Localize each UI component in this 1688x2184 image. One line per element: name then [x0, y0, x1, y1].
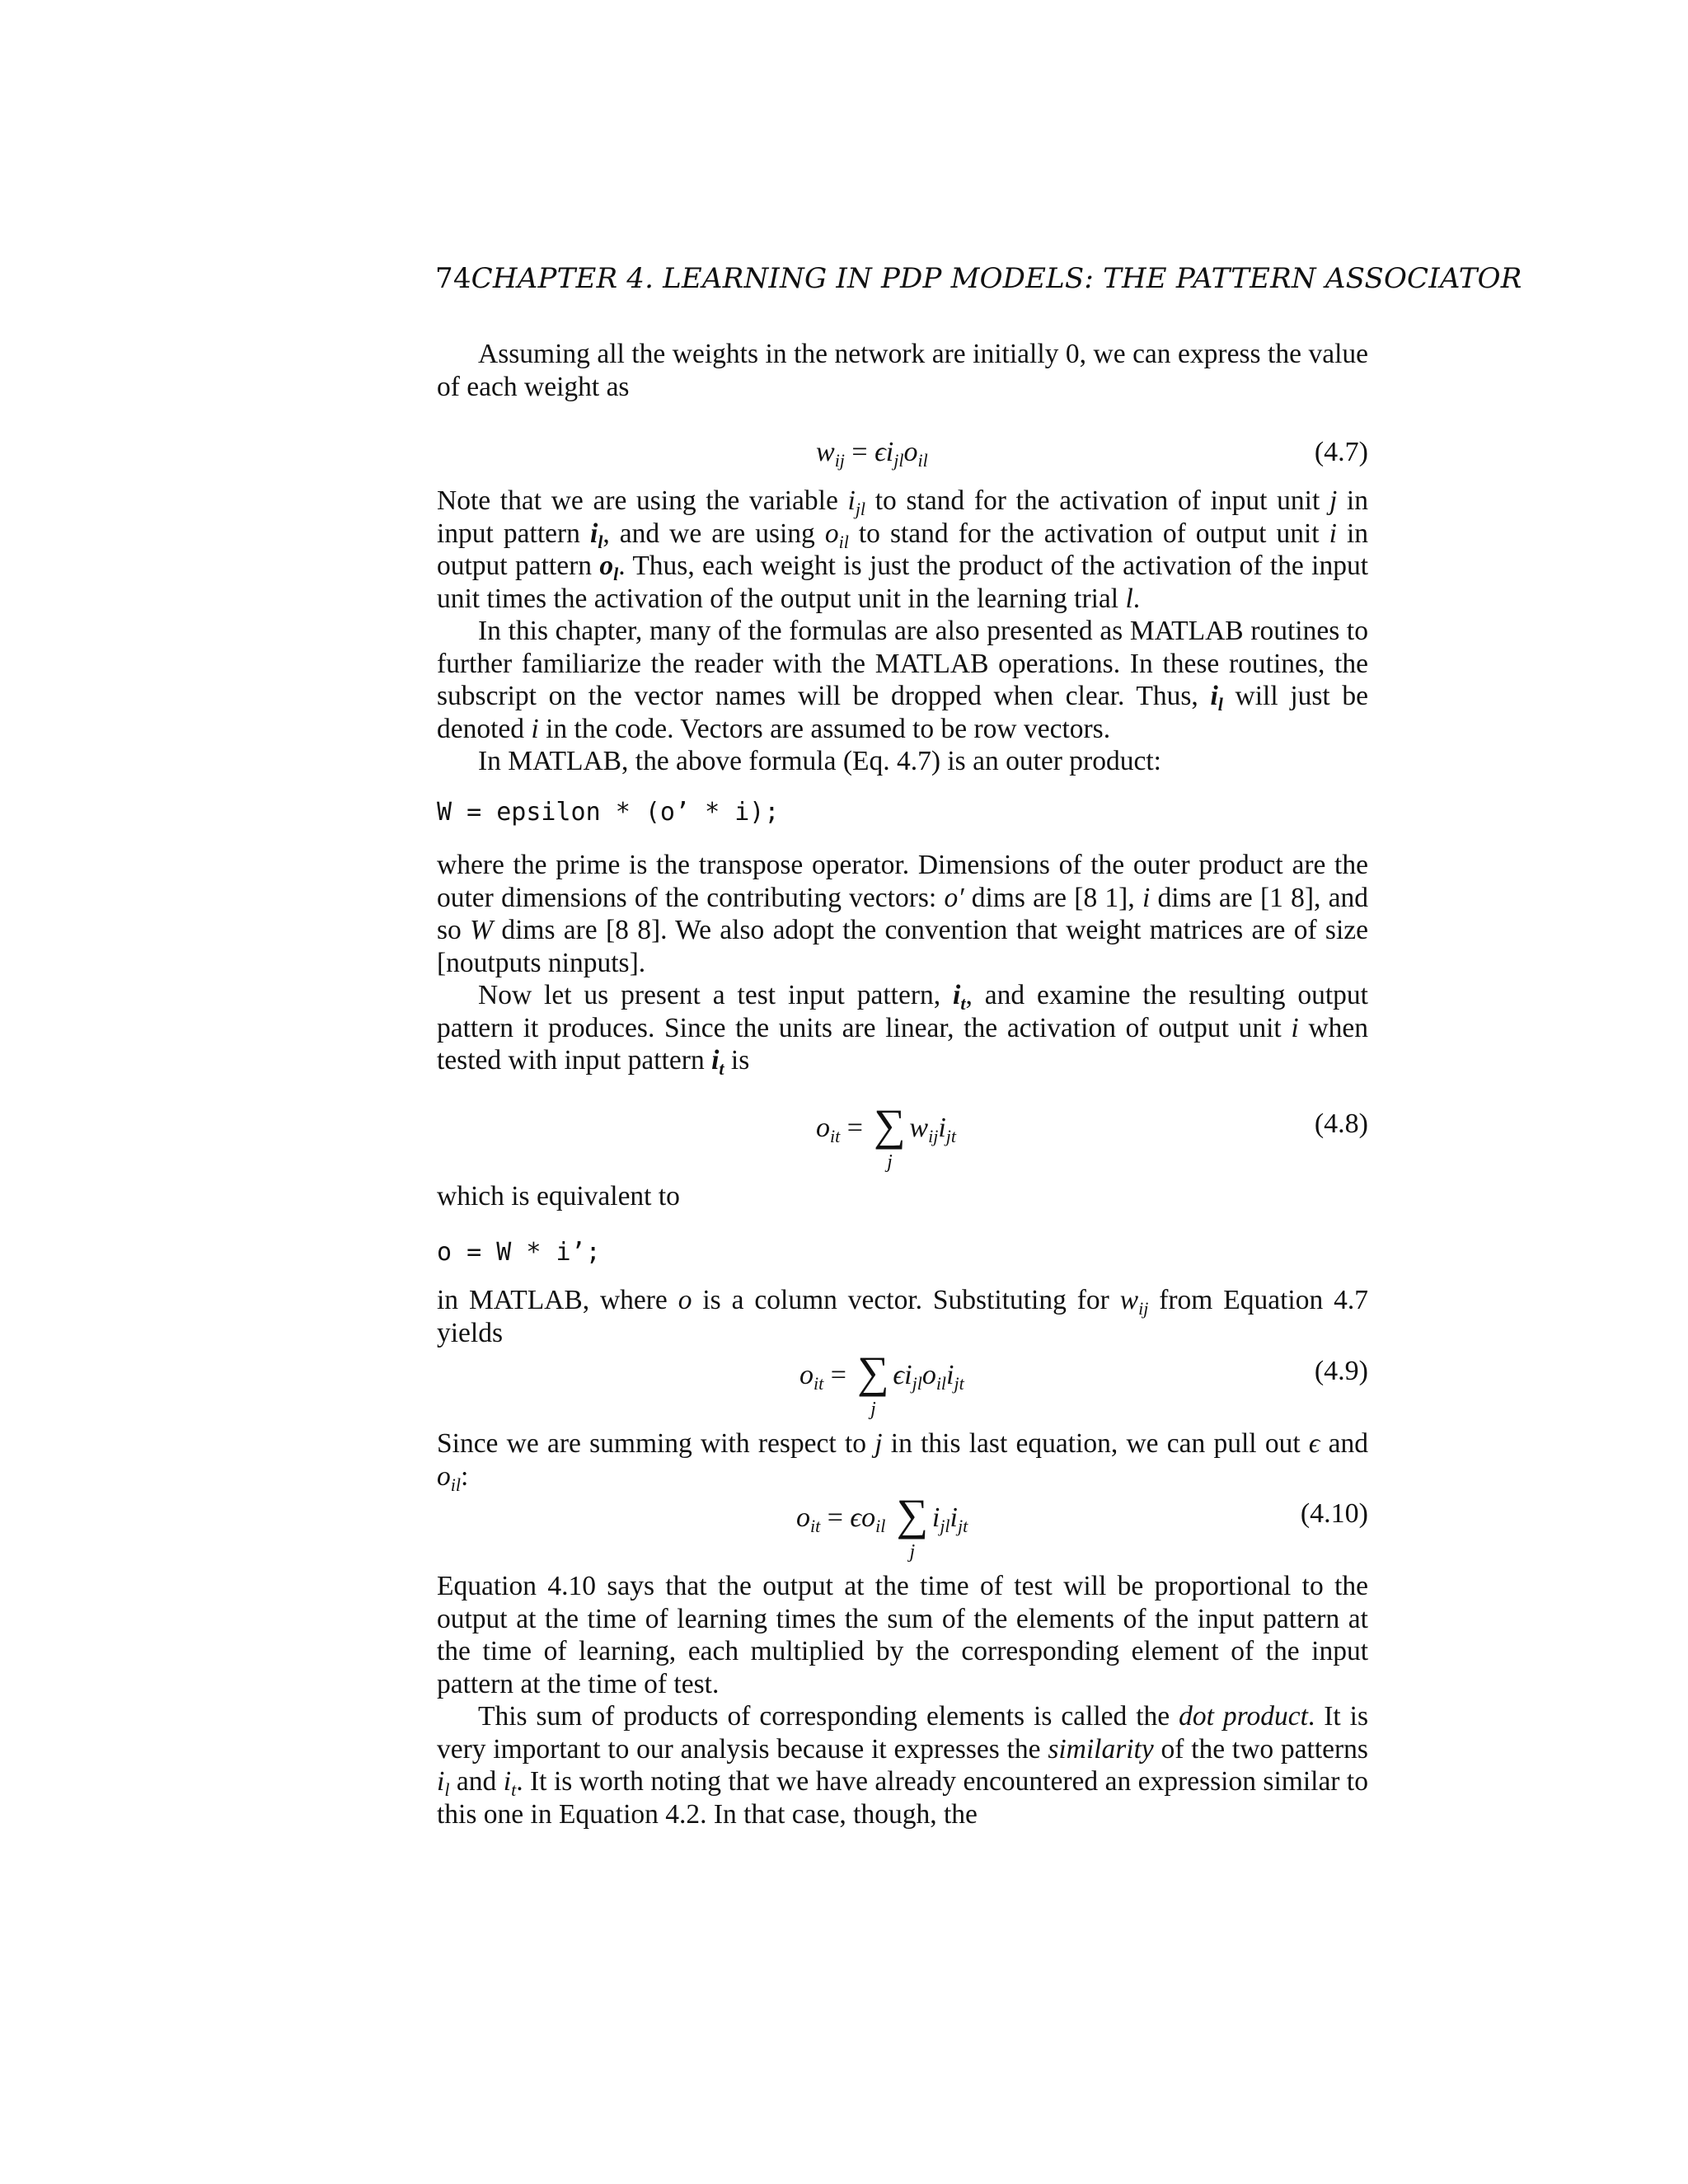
paragraph-text: Now let us present a test input pattern, $i_t$, and examine the resulting output pattern it produces. Since the units are linear, the activation of output unit i when tested with input pattern $i_t$ is: [437, 980, 1368, 1079]
equation-body: $o_{it} = \epsilon o_{il}$ ∑ j $i_{jl}i_{jt}$: [796, 1490, 968, 1563]
equation-4-10: [437, 1490, 1368, 1563]
page-number: 74: [435, 262, 471, 295]
equation-body: $o_{it}$ = ∑ j $w_{ij}i_{jt}$: [816, 1100, 957, 1173]
equation-number: (4.8): [1314, 1108, 1368, 1139]
paragraph-text: In this chapter, many of the formulas are also presented as MATLAB routines to further familiarize the reader with the MATLAB operations. In these routines, the subscript on the vector names will be dropped when clear. Thus, $i_l$ will just be denoted i in the code. Vectors are assumed to be row vectors.: [437, 616, 1369, 744]
paragraph-2: [437, 485, 1368, 778]
paragraph-text: This sum of products of corresponding elements is called the dot product. It is very important to our analysis because it expresses the similarity of the two patterns $i_l$ and $i_t$. It is worth noting that we have already encountered an expression similar to this one in Equation 4.2. In that case, though, the: [437, 1701, 1368, 1830]
paragraph-text: in MATLAB, where o is a column vector. Substituting for $w_{ij}$ from Equation 4.7 yields: [437, 1285, 1368, 1348]
paragraph-text: Equation 4.10 says that the output at the time of test will be proportional to the output at the time of learning times the sum of the elements of the input pattern at the time of learning, each multiplied by the corresponding element of the input pattern at the time of test.: [437, 1571, 1368, 1699]
paragraph-text: In MATLAB, the above formula (Eq. 4.7) is an outer product:: [478, 746, 1161, 776]
equation-number: (4.9): [1314, 1356, 1368, 1386]
paragraph-text: Since we are summing with respect to j in this last equation, we can pull out ϵ and $o_{il}$:: [437, 1428, 1369, 1495]
paragraph-text: where the prime is the transpose operator. Dimensions of the outer product are the outer dimensions of the contributing vectors: o′ dims are [8 1], i dims are [1 8], and so W dims are [8 8]. We also adopt the convention that weight matrices are of size [noutputs ninputs].: [437, 850, 1369, 978]
paragraph-10: [437, 1570, 1368, 1830]
running-head: [435, 262, 1522, 295]
paragraph-text: which is equivalent to: [437, 1181, 680, 1212]
paragraph-9: [437, 1427, 1368, 1493]
equation-4-8: [437, 1100, 1368, 1173]
paragraph-5: [437, 849, 1368, 1077]
paragraph-8: [437, 1284, 1368, 1349]
equation-body: $o_{it}$ = ∑ j $\epsilon i_{jl}o_{il}i_{jt}$: [799, 1347, 964, 1420]
equation-number: (4.7): [1314, 437, 1368, 467]
paragraph-text: Assuming all the weights in the network are initially 0, we can express the value of each weight as: [437, 339, 1368, 402]
code-line-output: o = W * i’;: [437, 1238, 601, 1267]
equation-number: (4.10): [1300, 1498, 1368, 1529]
paragraph-7: [437, 1180, 1368, 1213]
code-line-outer-product: W = epsilon * (o’ * i);: [437, 798, 780, 827]
paragraph-text: Note that we are using the variable $i_{jl}$ to stand for the activation of input unit j in input pattern $i_l$, and we are using $o_{il}$ to stand for the activation of output unit i in output pattern $o_l$. Thus, each weight is just the product of the activation of the input unit times the activation of the output unit in the learning trial l.: [437, 485, 1369, 614]
equation-4-9: [437, 1347, 1368, 1420]
equation-body: $w_{ij} = \epsilon i_{jl}o_{il}$: [816, 437, 928, 471]
paragraph-1: [437, 338, 1368, 403]
running-title: CHAPTER 4. LEARNING IN PDP MODELS: THE PATTERN ASSOCIATOR: [471, 262, 1522, 295]
